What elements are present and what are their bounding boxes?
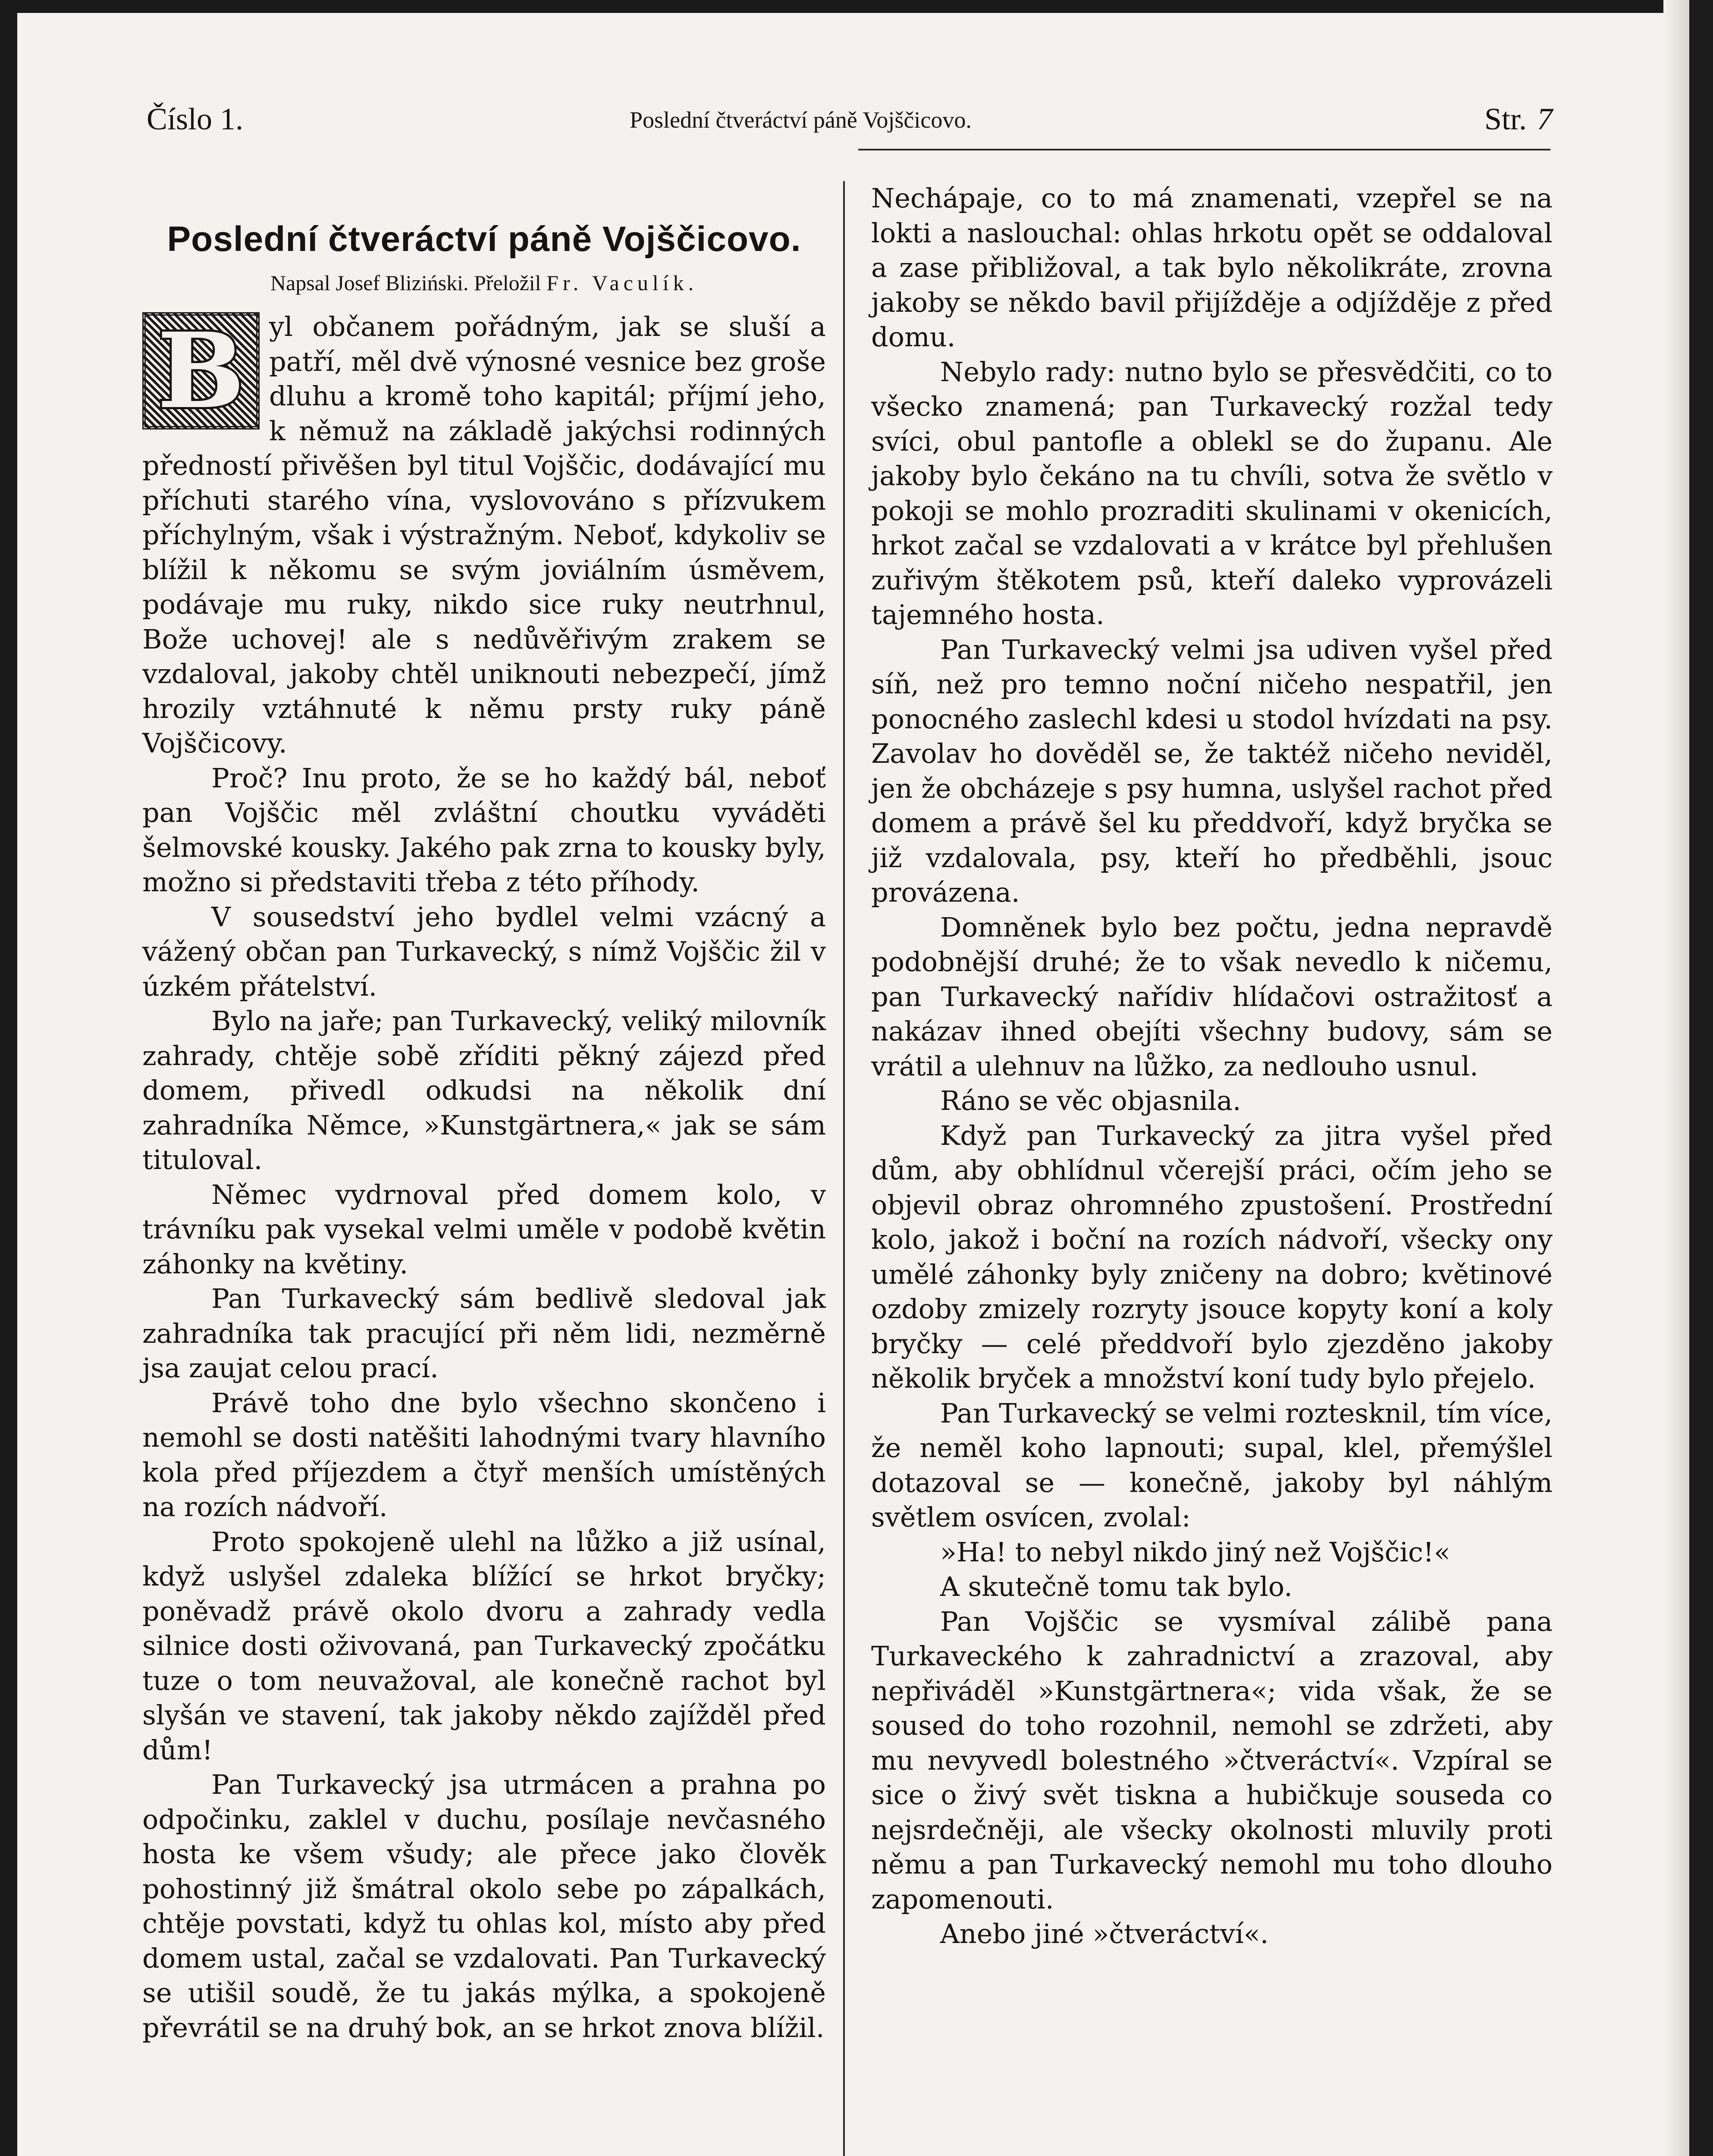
paragraph: V sousedství jeho bydlel velmi vzácný a vážený občan pan Turkavecký, s nímž Vojščic žil v úzkém přátelství. (142, 901, 826, 1002)
right-column (871, 181, 1553, 1952)
paragraph: Proto spokojeně ulehl na lůžko a již usínal, když uslyšel zdaleka blížící se hrkot bryčky; poněvadž právě okolo dvoru a zahrady vedla silnice dosti oživovaná, pan Turkavecký zpočátku tuze o tom neuvažoval, ale konečně rachot byl slyšán ve stavení, tak jakoby někdo zajížděl před dům! (142, 1526, 826, 1766)
paragraph: Ráno se věc objasnila. (940, 1085, 1241, 1116)
paragraph: Domněnek bylo bez počtu, jedna nepravdě podobnější druhé; že to však nevedlo k ničemu, pan Turkavecký nařídiv hlídačovi ostražitosť a nakázav ihned obejíti všechny budovy, sám se vrátil a ulehnuv na lůžko, za nedlouho usnul. (871, 911, 1553, 1082)
left-column (142, 216, 826, 2045)
paragraph: Pan Turkavecký velmi jsa udiven vyšel před síň, než pro temno noční ničeho nespatřil, jen ponocného zaslechl kdesi u stodol hvízdati na psy. Zavolav ho dověděl se, že taktéž ničeho neviděl, jen že obcházeje s psy humna, uslyšel rachot před domem a právě šel ku předdvoří, když bryčka se již vzdalovala, psy, kteří ho předběhli, jsouc provázena. (871, 633, 1553, 908)
quote: »Ha! to nebyl nikdo jiný než Vojščic!« (940, 1536, 1450, 1568)
paragraph: Pan Turkavecký se velmi roztesknil, tím více, že neměl koho lapnouti; supal, klel, přemýšlel dotazoval se — konečně, jakoby byl náhlým světlem osvícen, zvolal: (871, 1397, 1553, 1533)
page-label: Str. (1484, 102, 1527, 136)
page-number: 7 (1537, 102, 1553, 136)
header-rule (858, 149, 1550, 150)
scan-right-border (1689, 0, 1713, 2156)
page-number-label (1484, 101, 1553, 137)
byline-authors: Napsal Josef Bliziński. Přeložil (270, 271, 541, 295)
scan-left-border (0, 0, 17, 2156)
paragraph: Pan Turkavecký sám bedlivě sledoval jak zahradníka tak pracující při něm lidi, nezměrně jsa zaujat celou prací. (142, 1283, 826, 1384)
scan-top-border (0, 0, 1713, 13)
issue-number: Číslo 1. (147, 102, 244, 136)
running-title: Poslední čtveráctví páně Vojščicovo. (630, 107, 972, 133)
drop-cap (142, 310, 260, 432)
byline (142, 266, 826, 300)
paragraph: Když pan Turkavecký za jitra vyšel před dům, aby obhlídnul včerejší práci, očím jeho se objevil obraz ohromného zpustošení. Prostřední kolo, jakož i boční na rozích nádvoří, všecky ony umělé záhonky byly zničeny na dobro; květinové ozdoby zmizely rozryty jsouce kopyty koní a koly bryčky — celé předdvoří bylo zjezděno jakoby několik bryček a množství koní tudy bylo přejelo. (871, 1119, 1553, 1394)
first-paragraph-text: yl občanem pořádným, jak se sluší a patří, měl dvě výnosné vesnice bez groše dluhu a kromě toho kapitál; příjmí jeho, k němuž na základě jakýchsi rodinných předností přivěšen byl titul Vojščic, dodávající mu příchuti starého vína, vyslovováno s přízvukem příchylným, však i výstražným. Neboť, kdykoliv se blížil k někomu se svým joviálním úsměvem, podávaje mu ruky, nikdo sice ruky neutrhnul, Bože uchovej! ale s nedůvěřivým zrakem se vzdaloval, jakoby chtěl uniknouti nebezpečí, jímž hrozily vztáhnuté k němu prsty ruky páně Vojščicovy. (142, 311, 826, 759)
byline-translator: Fr. Vaculík. (546, 271, 698, 295)
drop-cap-letter: B (157, 310, 245, 432)
page-header (147, 101, 1553, 144)
paragraph: Proč? Inu proto, že se ho každý bál, neboť pan Vojščic měl zvláštní choutku vyváděti šelmovské kousky. Jakého pak zrna to kousky byly, možno si představiti třeba z této příhody. (142, 762, 826, 898)
article-title: Poslední čtveráctví páně Vojščicovo. (167, 219, 801, 259)
paragraph: Pan Turkavecký jsa utrmácen a prahna po odpočinku, zaklel v duchu, posílaje nevčasného hosta ke všem všudy; ale přece jako člověk pohostinný již šmátral okolo sebe po zápalkách, chtěje povstati, když tu ohlas kol, místo aby před domem ustal, začal se vzdalovati. Pan Turkavecký se utišil soudě, že tu jakás mýlka, a spokojeně převrátil se na druhý bok, an se hrkot znova blížil. (142, 1769, 826, 2043)
paragraph: Pan Vojščic se vysmíval zálibě pana Turkaveckého k zahradnictví a zrazoval, aby nepřiváděl »Kunstgärtnera«; vida však, že se soused do toho rozohnil, nemohl se zdržeti, aby mu nevyvedl bolestného »čtveráctví«. Vzpíral se sice o živý svět tiskna a hubičkuje souseda co nejsrdečněji, ale všecky okolnosti mluvily proti němu a pan Turkavecký nemohl mu toho dlouho zapomenouti. (871, 1605, 1553, 1915)
paragraph: Nebylo rady: nutno bylo se přesvědčiti, co to všecko znamená; pan Turkavecký rozžal tedy svíci, obul pantofle a oblekl se do županu. Ale jakoby bylo čekáno na tu chvíli, sotva že světlo v pokoji se mohlo prozraditi skulinami v okenicích, hrkot začal se vzdalovati a v krátce byl přehlušen zuřivým štěkotem psů, kteří daleko vyprovázeli tajemného hosta. (871, 356, 1553, 630)
paragraph: Nechápaje, co to má znamenati, vzepřel se na lokti a naslouchal: ohlas hrkotu opět se oddaloval a zase přibližoval, a tak bylo několikráte, zrovna jakoby se někdo bavil přijížděje a odjížděje z před domu. (871, 182, 1553, 353)
first-paragraph (142, 310, 826, 761)
column-divider (843, 181, 845, 2156)
paragraph: Právě toho dne bylo všechno skončeno i nemohl se dosti natěšiti lahodnými tvary hlavního kola před příjezdem a čtyř menších umístěných na rozích nádvoří. (142, 1387, 826, 1523)
paragraph: A skutečně tomu tak bylo. (940, 1571, 1293, 1602)
paragraph: Němec vydrnoval před domem kolo, v trávníku pak vysekal velmi uměle v podobě květin záhonky na květiny. (142, 1178, 826, 1280)
section-lead: Anebo jiné »čtveráctví«. (940, 1918, 1269, 1949)
page-gutter-shadow (1663, 0, 1689, 2156)
paragraph: Bylo na jaře; pan Turkavecký, veliký milovník zahrady, chtěje sobě zříditi pěkný zájezd před domem, přivedl odkudsi na několik dní zahradníka Němce, »Kunstgärtnera,« jak se sám tituloval. (142, 1005, 826, 1175)
